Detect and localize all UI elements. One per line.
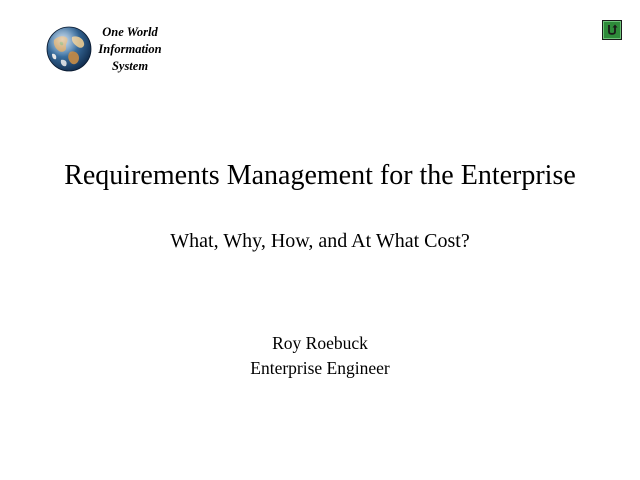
slide-title: Requirements Management for the Enterprise (64, 160, 576, 191)
logo-line-2: Information (98, 42, 162, 56)
return-arrow-icon (602, 20, 622, 40)
globe-icon (46, 26, 92, 72)
logo-line-3: System (111, 59, 149, 73)
author-name: Roy Roebuck (272, 333, 368, 353)
return-button[interactable] (602, 20, 622, 40)
logo-text (92, 24, 168, 75)
slide-subtitle: What, Why, How, and At What Cost? (170, 230, 470, 252)
logo (46, 24, 176, 80)
logo-line-1: One World (102, 25, 158, 39)
author-role: Enterprise Engineer (250, 358, 390, 378)
